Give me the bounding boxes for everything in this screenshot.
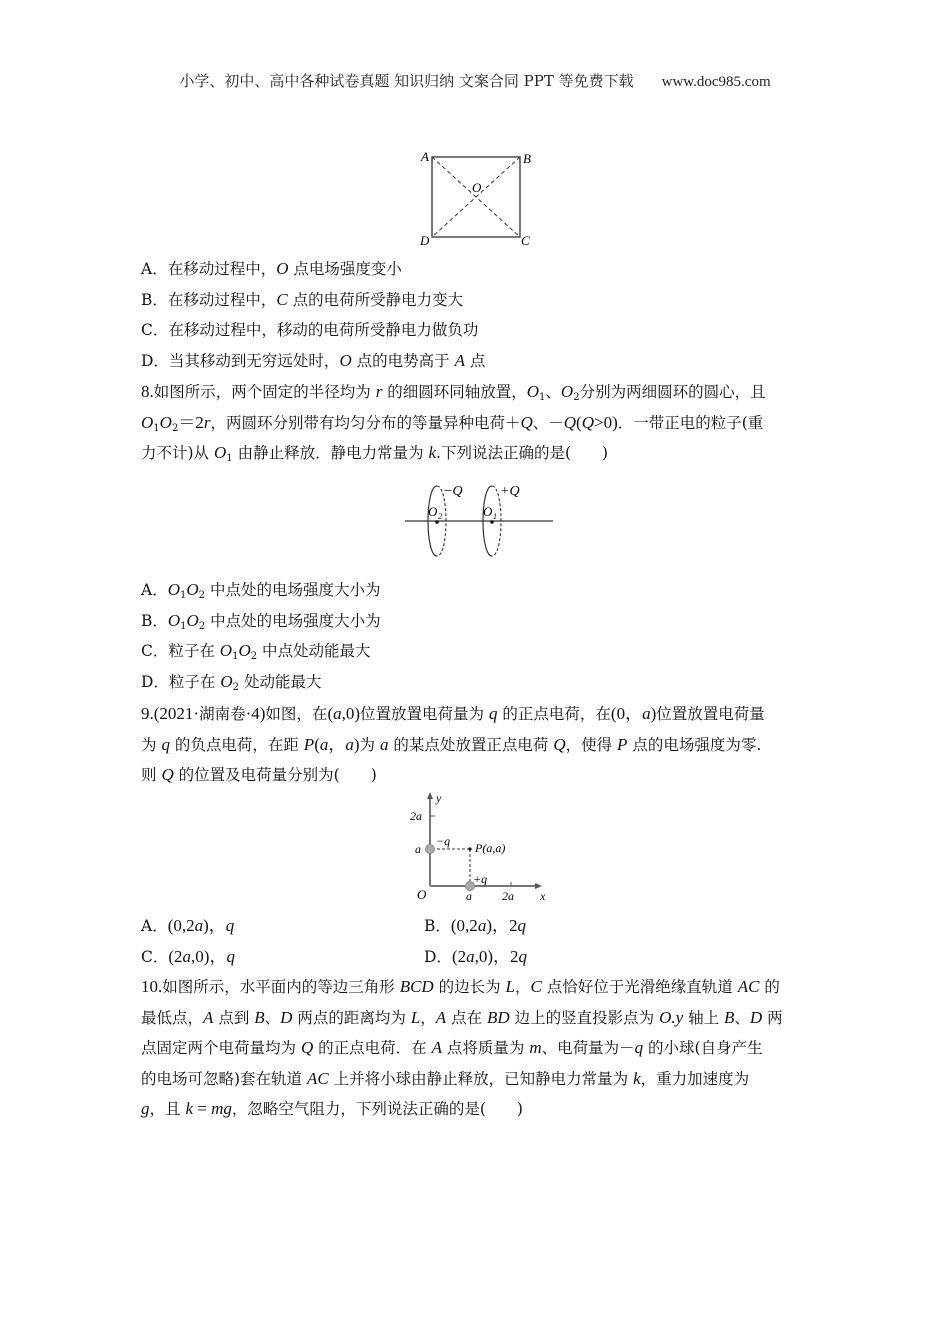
- text-run: 点的电场强度为零.: [627, 736, 762, 754]
- math-text: 9.(2021·: [141, 704, 200, 723]
- text-run: 处动能最大: [239, 673, 322, 691]
- math-symbol: O: [167, 580, 180, 599]
- text-run: 的: [759, 978, 780, 996]
- math-symbol: O.y: [659, 1008, 684, 1027]
- question-line: [141, 1008, 783, 1028]
- label-o: O: [472, 180, 482, 195]
- text-run: 点的电荷所受静电力变大: [287, 291, 464, 309]
- text-run: C．粒子在: [141, 642, 220, 660]
- text-run: 的边长为: [433, 978, 506, 996]
- y-axis-label: y: [436, 791, 442, 805]
- math-symbol: Q: [520, 413, 533, 432]
- option-line: [141, 320, 478, 340]
- math-symbol: B: [254, 1008, 265, 1027]
- text-run: 边上的竖直投影点为: [509, 1009, 660, 1027]
- text-run: A．: [141, 581, 168, 599]
- subscript: 1: [180, 621, 187, 632]
- text-run: 的正点电荷，在: [497, 705, 611, 723]
- math-symbol: g: [141, 1099, 150, 1118]
- math-symbol: q: [518, 947, 528, 966]
- text-run: 位置放置电荷量: [656, 705, 765, 723]
- origin-label: O: [417, 887, 427, 902]
- math-symbol: D: [280, 1008, 293, 1027]
- math-symbol: r: [375, 382, 383, 401]
- text-run: 湖南卷: [199, 705, 246, 723]
- subscript: 2: [171, 423, 179, 434]
- text-run: C．: [141, 948, 169, 966]
- figure-rings: [403, 478, 558, 563]
- figure-axes: [405, 790, 550, 905]
- math-symbol: q: [634, 1038, 644, 1057]
- label-a: A: [421, 149, 429, 164]
- x-axis-label: x: [540, 889, 546, 903]
- text-run: 的负点电荷，在距: [169, 736, 304, 754]
- math-symbol: BD: [487, 1008, 510, 1027]
- text-run: 的正点电荷．在: [313, 1039, 432, 1057]
- text-run: 如图所示，水平面内的等边三角形: [162, 978, 400, 996]
- text-run: 、: [734, 1009, 750, 1027]
- point-p: [468, 847, 471, 850]
- text-run: 的位置及电荷量分别为( ): [173, 766, 377, 784]
- option-line: [141, 259, 402, 279]
- math-symbol: q: [225, 916, 235, 935]
- text-run: C．在移动过程中，移动的电荷所受静电力做负功: [141, 321, 479, 339]
- subscript: 1: [539, 392, 546, 403]
- question-line: [141, 1069, 749, 1089]
- text-run: A．: [141, 917, 168, 935]
- math-symbol: q: [161, 735, 170, 754]
- text-run: B．: [141, 612, 168, 630]
- header-text: 小学、初中、高中各种试卷真题 知识归纳 文案合同 PPT 等免费下载: [179, 72, 634, 90]
- text-run: 、电荷量为－: [541, 1039, 635, 1057]
- math-symbol: O: [186, 611, 199, 630]
- subscript: 1: [232, 651, 239, 662]
- y-tick-label-2a: 2a: [410, 809, 422, 823]
- math-symbol: a: [345, 735, 354, 754]
- neg-charge-ball: [426, 845, 435, 854]
- math-symbol: r: [203, 413, 211, 432]
- x-tick-label-a: a: [466, 889, 472, 903]
- text-run: 为: [359, 736, 380, 754]
- math-symbol: P: [617, 735, 628, 754]
- math-symbol: Q: [300, 1038, 314, 1057]
- charge-pos-q: +Q: [500, 484, 520, 499]
- math-text: (: [327, 704, 334, 723]
- math-text: ,0): [341, 704, 361, 723]
- math-symbol: Q: [161, 765, 174, 784]
- subscript: 1: [153, 423, 160, 434]
- label-b: B: [523, 151, 531, 166]
- math-symbol: q: [488, 704, 498, 723]
- text-run: 则: [141, 766, 162, 784]
- math-symbol: k: [185, 1099, 193, 1118]
- option-line: [141, 916, 234, 936]
- header-url: www.doc985.com: [661, 74, 771, 90]
- text-run: 点电场强度变小: [288, 260, 402, 278]
- text-run: 、: [545, 383, 561, 401]
- text-run: 点恰好位于光滑绝缘直轨道: [541, 978, 738, 996]
- math-symbol: A: [431, 1038, 442, 1057]
- math-symbol: mg: [211, 1099, 232, 1118]
- math-text: ，: [328, 735, 346, 754]
- math-symbol: k: [428, 443, 437, 462]
- label-d: D: [420, 233, 430, 248]
- option-line: [141, 290, 463, 310]
- text-run: 、－: [532, 414, 564, 432]
- text-run: 中点处动能最大: [257, 642, 371, 660]
- math-symbol: P: [303, 735, 315, 754]
- math-symbol: AC: [737, 977, 760, 996]
- subscript: 1: [179, 590, 187, 601]
- math-text: (: [576, 413, 582, 432]
- math-symbol: O: [220, 672, 233, 691]
- text-run: 如图，在: [265, 705, 328, 723]
- label-o1-sub: 1: [493, 512, 497, 521]
- option-line: [141, 351, 485, 371]
- math-symbol: m: [529, 1038, 542, 1057]
- text-run: 、: [264, 1009, 281, 1027]
- label-o2: O: [428, 504, 438, 519]
- text-run: 上并将小球由静止释放，已知静电力常量为: [328, 1070, 634, 1088]
- text-run: B．: [424, 917, 451, 935]
- math-symbol: Q: [563, 413, 577, 432]
- math-symbol: O: [159, 413, 172, 432]
- text-run: B．在移动过程中，: [141, 291, 277, 309]
- math-symbol: O: [141, 413, 154, 432]
- math-symbol: L: [410, 1008, 421, 1027]
- option-line: [141, 611, 381, 637]
- subscript: 2: [573, 392, 580, 403]
- math-text: 8.: [141, 382, 154, 401]
- text-run: ，: [420, 1009, 436, 1027]
- question-line: [141, 443, 608, 469]
- question-line: [141, 413, 763, 439]
- math-symbol: a: [642, 704, 651, 723]
- math-symbol: k: [633, 1069, 641, 1088]
- text-run: 力不计)从: [141, 444, 214, 462]
- math-text: (2: [168, 947, 183, 966]
- option-line: [141, 672, 321, 698]
- math-symbol: q: [226, 947, 235, 966]
- math-symbol: q: [517, 916, 526, 935]
- math-text: ,0)，2: [474, 947, 519, 966]
- math-text: (2: [451, 947, 467, 966]
- option-line: [141, 947, 235, 967]
- text-run: 点的电势高于: [351, 352, 455, 370]
- question-line: [141, 735, 761, 755]
- math-text: ,0)，: [191, 947, 227, 966]
- text-run: 位置放置电荷量为: [360, 705, 489, 723]
- math-symbol: D: [749, 1008, 763, 1027]
- text-run: ．一带正电的粒子(重: [617, 414, 764, 432]
- math-symbol: A: [454, 351, 465, 370]
- option-line: [424, 916, 526, 936]
- math-text: 10.: [141, 977, 163, 996]
- text-run: 由静止释放．静电力常量为: [232, 444, 429, 462]
- math-symbol: a: [466, 947, 475, 966]
- text-run: A．在移动过程中，: [141, 260, 277, 278]
- math-symbol: B: [724, 1008, 735, 1027]
- text-run: 两: [762, 1009, 783, 1027]
- text-run: ，: [515, 978, 531, 996]
- text-run: 如图所示，两个固定的半径均为: [153, 383, 376, 401]
- pos-charge-label: +q: [473, 872, 488, 886]
- label-o2-sub: 2: [438, 512, 442, 521]
- option-line: [424, 947, 527, 967]
- subscript: 2: [198, 621, 206, 632]
- math-symbol: a: [319, 735, 329, 754]
- math-text: (0，: [610, 704, 643, 723]
- neg-charge-label: −q: [436, 834, 451, 848]
- text-run: 点: [464, 352, 486, 370]
- text-run: 的细圆环同轴放置，: [382, 383, 527, 401]
- text-run: D．当其移动到无穷远处时，: [141, 352, 340, 370]
- math-text: )，: [203, 916, 226, 935]
- math-symbol: a: [333, 704, 342, 723]
- text-run: ，忽略空气阻力，下列说法正确的是( ): [231, 1100, 523, 1118]
- math-symbol: Q: [553, 735, 566, 754]
- text-run: 中点处的电场强度大小为: [205, 581, 381, 599]
- text-run: 的电场可忽略)套在轨道: [141, 1070, 307, 1088]
- label-c: C: [521, 233, 530, 248]
- math-symbol: a: [477, 916, 487, 935]
- math-symbol: Q: [581, 413, 594, 432]
- point-p-label: P(a,a): [475, 841, 506, 855]
- math-text: (0,2: [450, 916, 478, 935]
- math-text: (: [314, 735, 320, 754]
- math-symbol: O: [560, 382, 574, 401]
- math-symbol: A: [435, 1008, 447, 1027]
- math-symbol: a: [182, 947, 192, 966]
- figure-square: [415, 148, 540, 248]
- label-o1: O: [483, 504, 493, 519]
- text-run: .下列说法正确的是( ): [436, 444, 609, 462]
- text-run: 点在: [446, 1009, 488, 1027]
- math-text: ): [353, 735, 360, 754]
- math-symbol: AC: [306, 1069, 329, 1088]
- y-axis-arrow: [427, 792, 433, 799]
- math-symbol: C: [276, 290, 288, 309]
- question-line: [141, 1099, 523, 1119]
- math-text: =: [192, 1099, 212, 1118]
- text-run: 点固定两个电荷量均为: [141, 1039, 301, 1057]
- subscript: 2: [232, 682, 240, 693]
- text-run: 点到: [213, 1009, 255, 1027]
- math-text: ): [650, 704, 657, 723]
- question-line: [141, 765, 377, 785]
- math-symbol: O: [526, 382, 540, 401]
- question-line: [141, 382, 766, 408]
- text-run: 点将质量为: [441, 1039, 530, 1057]
- text-run: ，两圆环分别带有均匀分布的等量异种电荷＋: [210, 414, 521, 432]
- math-symbol: O: [186, 580, 199, 599]
- text-run: 轴上: [683, 1009, 725, 1027]
- math-symbol: BCD: [399, 977, 434, 996]
- page-header: [0, 70, 950, 91]
- question-line: [141, 1038, 763, 1058]
- text-run: 的小球(自身产生: [643, 1039, 763, 1057]
- y-tick-label-a: a: [415, 842, 421, 856]
- math-text: ·4): [245, 704, 266, 723]
- math-symbol: a: [379, 735, 389, 754]
- text-run: D．: [424, 948, 452, 966]
- x-tick-label-2a: 2a: [502, 889, 514, 903]
- subscript: 1: [226, 453, 233, 464]
- text-run: ，重力加速度为: [640, 1070, 750, 1088]
- math-symbol: a: [194, 916, 204, 935]
- math-symbol: O: [167, 611, 181, 630]
- text-run: 的某点处放置正点电荷: [388, 736, 554, 754]
- text-run: 为: [141, 736, 162, 754]
- math-symbol: O: [213, 443, 227, 462]
- math-symbol: O: [219, 641, 233, 660]
- math-symbol: O: [238, 641, 251, 660]
- math-text: ＝2: [178, 413, 204, 432]
- math-symbol: A: [203, 1008, 214, 1027]
- text-run: ，使得: [565, 736, 618, 754]
- math-symbol: L: [505, 977, 516, 996]
- math-text: (0,2: [167, 916, 195, 935]
- subscript: 2: [198, 590, 206, 601]
- math-symbol: O: [339, 351, 352, 370]
- text-run: 中点处的电场强度大小为: [205, 612, 381, 630]
- text-run: 两点的距离均为: [292, 1009, 411, 1027]
- question-line: [141, 704, 765, 724]
- option-line: [141, 641, 371, 667]
- text-run: 分别为两细圆环的圆心，且: [579, 383, 766, 401]
- text-run: ，且: [149, 1100, 186, 1118]
- option-line: [141, 580, 380, 606]
- math-symbol: C: [530, 977, 542, 996]
- math-text: >0): [593, 413, 618, 432]
- text-run: 最低点，: [141, 1009, 204, 1027]
- text-run: D．粒子在: [141, 673, 221, 691]
- math-symbol: O: [276, 259, 289, 278]
- math-text: )，2: [486, 916, 518, 935]
- charge-neg-q: −Q: [443, 484, 463, 499]
- subscript: 2: [250, 651, 258, 662]
- question-line: [141, 977, 780, 997]
